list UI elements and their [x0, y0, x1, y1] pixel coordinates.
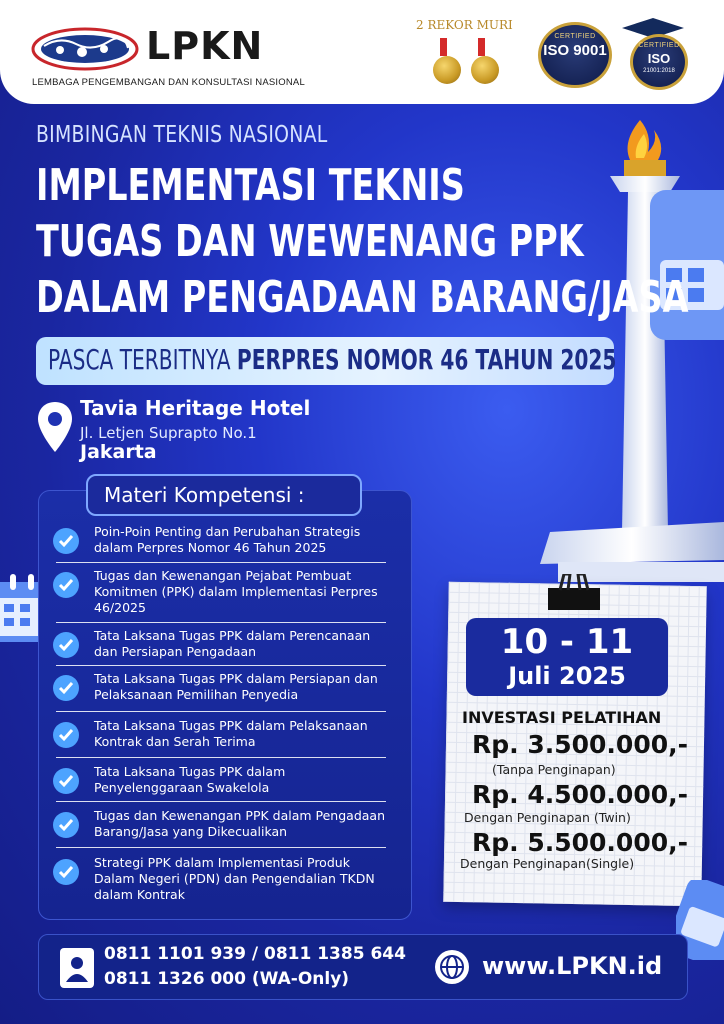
venue-name: Tavia Heritage Hotel: [80, 396, 311, 420]
investment-title: INVESTASI PELATIHAN: [462, 708, 662, 727]
price-amount: Rp. 3.500.000,-: [472, 730, 688, 759]
regulation-text: PASCA TERBITNYA PERPRES NOMOR 46 TAHUN 2025: [48, 343, 617, 376]
divider: [56, 711, 386, 712]
check-badge-icon: [52, 767, 80, 795]
check-badge-icon: [52, 527, 80, 555]
competency-item-text: Tugas dan Kewenangan PPK dalam Pengadaan Barang/Jasa yang Dikecualikan: [94, 808, 386, 839]
event-month-year: Juli 2025: [508, 662, 626, 690]
check-badge-icon: [52, 631, 80, 659]
binder-clip-icon: [548, 574, 600, 610]
divider: [56, 622, 386, 623]
regulation-banner: [36, 337, 617, 385]
event-type-subtitle: BIMBINGAN TEKNIS NASIONAL: [36, 122, 328, 148]
divider: [56, 801, 386, 802]
check-badge-icon: [52, 811, 80, 839]
competency-item-text: Strategi PPK dalam Implementasi Produk Dalam Negeri (PDN) dan Pengendalian TKDN dalam Kontrak: [94, 855, 375, 902]
check-badge-icon: [52, 674, 80, 702]
event-days: 10 - 11: [500, 622, 634, 662]
muri-medal-icon: [433, 56, 461, 84]
website-link[interactable]: www.LPKN.id: [482, 952, 663, 980]
check-badge-icon: [52, 858, 80, 886]
competency-item-text: Tata Laksana Tugas PPK dalam Persiapan dan Pelaksanaan Pemilihan Penyedia: [94, 671, 378, 702]
title-line-1: IMPLEMENTASI TEKNIS: [36, 160, 465, 211]
globe-map-logo-icon: [30, 24, 140, 74]
competency-heading-box: [86, 474, 362, 516]
check-badge-icon: [52, 721, 80, 749]
medal-ribbon: [440, 38, 454, 56]
venue-city: Jakarta: [80, 441, 157, 463]
location-pin-icon: [38, 402, 72, 452]
brand-subtitle: LEMBAGA PENGEMBANGAN DAN KONSULTASI NASIONAL: [32, 77, 305, 88]
divider: [56, 562, 386, 563]
competency-item-text: Tata Laksana Tugas PPK dalam Penyelenggaraan Swakelola: [94, 764, 286, 795]
globe-icon: [434, 949, 470, 985]
venue-address: Jl. Letjen Suprapto No.1: [80, 424, 257, 442]
muri-record-label: 2 REKOR MURI: [416, 18, 513, 32]
price-amount: Rp. 4.500.000,-: [472, 780, 688, 809]
competency-heading: Materi Kompetensi :: [104, 483, 305, 507]
phone-numbers[interactable]: 0811 1101 939 / 0811 1385 644: [104, 944, 406, 964]
competency-item-text: Tata Laksana Tugas PPK dalam Perencanaan dan Persiapan Pengadaan: [94, 628, 371, 659]
competency-item-text: Tata Laksana Tugas PPK dalam Pelaksanaan Kontrak dan Serah Terima: [94, 718, 368, 749]
iso-21001-badge-icon: CERTIFIED ISO 21001:2018: [630, 34, 688, 90]
check-badge-icon: [52, 571, 80, 599]
muri-medal-icon: [471, 56, 499, 84]
title-line-3: DALAM PENGADAAN BARANG/JASA: [36, 272, 689, 323]
competency-item-text: Poin-Poin Penting dan Perubahan Strategis dalam Perpres Nomor 46 Tahun 2025: [94, 524, 361, 555]
divider: [56, 847, 386, 848]
price-note: Dengan Penginapan (Twin): [464, 810, 631, 825]
title-line-2: TUGAS DAN WEWENANG PPK: [36, 216, 584, 267]
whatsapp-number[interactable]: 0811 1326 000 (WA-Only): [104, 969, 350, 989]
main-title: [36, 158, 688, 326]
competency-item-text: Tugas dan Kewenangan Pejabat Pembuat Komitmen (PPK) dalam Implementasi Perpres 46/2025: [94, 568, 378, 615]
phone-contact-icon: [60, 948, 94, 988]
price-amount: Rp. 5.500.000,-: [472, 828, 688, 857]
divider: [56, 665, 386, 666]
brand-logo-text: LPKN: [146, 24, 264, 68]
price-note: Dengan Penginapan(Single): [460, 856, 635, 871]
event-date-box: [466, 618, 668, 696]
medal-ribbon: [478, 38, 492, 56]
price-note: (Tanpa Penginapan): [492, 762, 616, 777]
iso-9001-badge-icon: CERTIFIED ISO 9001: [538, 22, 612, 88]
divider: [56, 757, 386, 758]
